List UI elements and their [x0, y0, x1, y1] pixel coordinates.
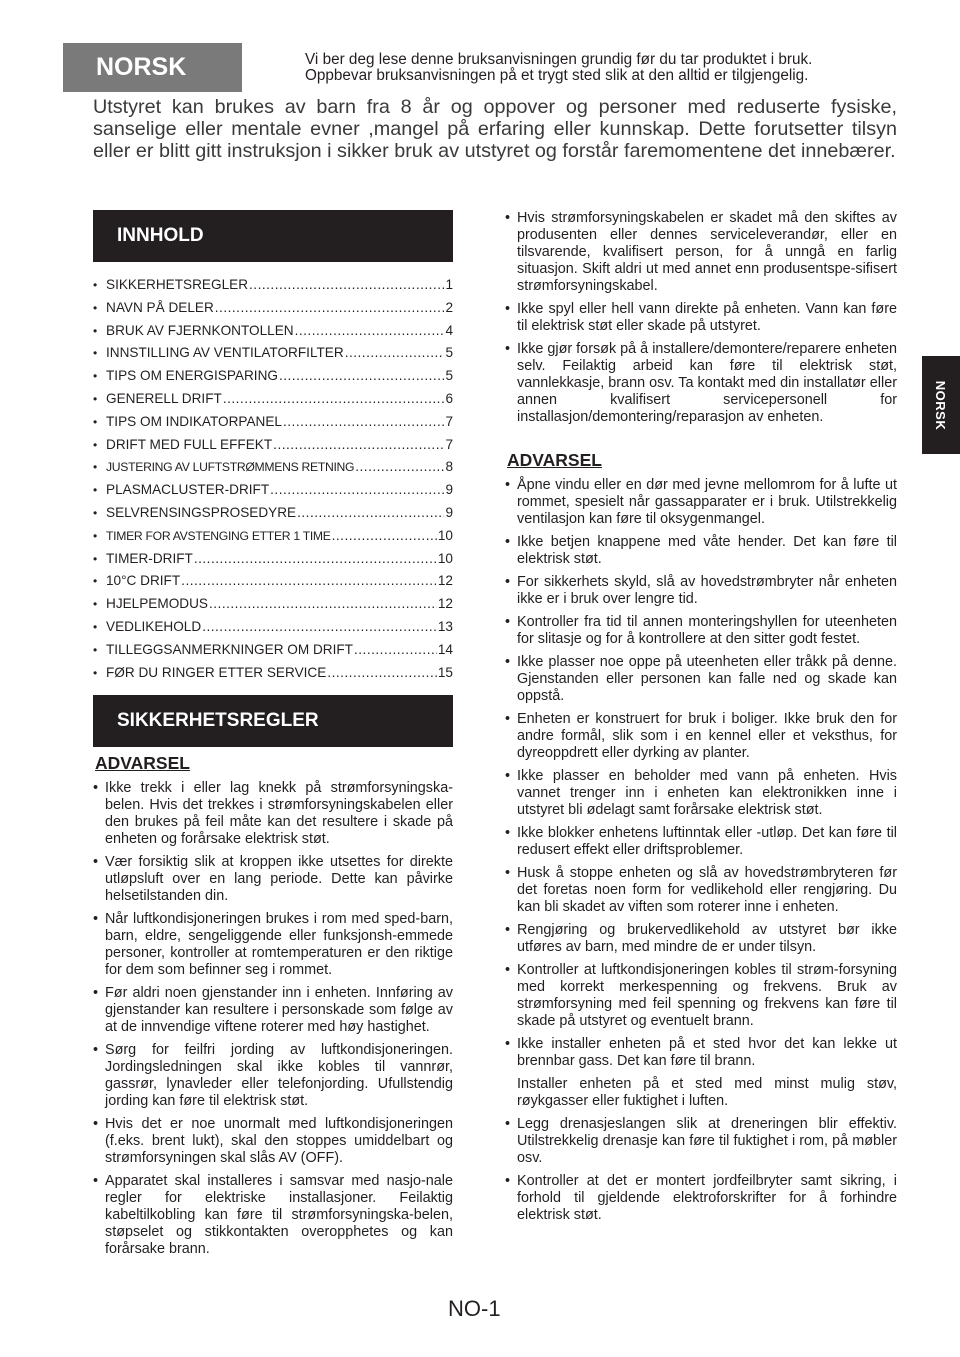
- side-tab-label: NORSK: [933, 380, 949, 430]
- bullet-item: • Ikke gjør forsøk på å installere/demontere/reparere enheten selv. Feilaktig arbeid kan føre til elektrisk støt, vannlekkasje, brann osv. Ta kontakt med din installatør eller annen kvalifisert servicepersonell for installasjon/demontering/reparasjon av enheten.: [505, 341, 897, 426]
- toc-item-label: • NAVN PÅ DELER: [106, 299, 214, 315]
- toc-item-page: 15: [437, 664, 453, 680]
- toc-item: [93, 639, 453, 662]
- bullet-item: • Kontroller fra tid til annen monteringshyllen for uteenheten for slitasje og for å kontrollere at den sitter godt festet.: [505, 614, 897, 648]
- toc-item-page: 5: [445, 345, 453, 361]
- toc-leader-dots: [297, 502, 444, 525]
- bullet-item: Installer enheten på et sted med minst mulig støv, røykgasser eller fuktighet i luften.: [517, 1076, 897, 1109]
- caution-list: [505, 477, 897, 1224]
- toc-item: [93, 662, 453, 685]
- safety-title: SIKKERHETSREGLER: [93, 695, 453, 747]
- toc-item-label: • TIPS OM INDIKATORPANEL: [106, 413, 282, 429]
- toc-leader-dots: [249, 274, 444, 297]
- toc-item: [93, 616, 453, 639]
- toc-item-page: 9: [445, 504, 453, 520]
- toc-leader-dots: [332, 525, 437, 548]
- toc-item: [93, 365, 453, 388]
- toc-leader-dots: [354, 639, 437, 662]
- right-column: [505, 210, 897, 1230]
- left-column: [93, 210, 453, 1264]
- toc-item-label: • TIPS OM ENERGISPARING: [106, 368, 278, 384]
- toc-leader-dots: [202, 616, 437, 639]
- toc-item: [93, 525, 453, 548]
- toc-item-label: • TIMER FOR AVSTENGING ETTER 1 TIME: [106, 528, 331, 543]
- toc-item-page: 6: [445, 390, 453, 406]
- toc-item-page: 1: [445, 277, 453, 292]
- toc-item: [93, 274, 453, 297]
- bullet-item: • Hvis det er noe unormalt med luftkondisjoneringen (f.eks. brent lukt), skal den stoppes umiddelbart og strømforsyningen skal slås AV (OFF).: [93, 1116, 453, 1167]
- caution-heading: ADVARSEL: [507, 450, 602, 470]
- intro-text: [305, 52, 925, 84]
- toc-item-page: 12: [437, 573, 453, 589]
- toc-item: [93, 320, 453, 343]
- toc-item-label: • 10°C DRIFT: [106, 573, 181, 589]
- toc-leader-dots: [279, 365, 444, 388]
- toc-leader-dots: [327, 662, 437, 685]
- toc-item-page: 14: [437, 641, 453, 657]
- toc-item: [93, 479, 453, 502]
- toc-item-page: 7: [445, 436, 453, 452]
- bullet-item: • For sikkerhets skyld, slå av hovedstrømbryter når enheten ikke er i bruk over lengre tid.: [505, 574, 897, 608]
- toc-item-label: • SIKKERHETSREGLER: [106, 277, 249, 292]
- toc-item-label: • INNSTILLING AV VENTILATORFILTER: [106, 345, 344, 361]
- bullet-item: • Hvis strømforsyningskabelen er skadet må den skiftes av produsenten eller dennes serviceleverandør, eller en tilsvarende, kvalifisert person, for å unngå en farlig situasjon. Skift aldri ut med annet enn produsentspe-sifisert strømforsyningskabel.: [505, 210, 897, 295]
- toc-item-label: • DRIFT MED FULL EFFEKT: [106, 436, 273, 452]
- toc-item: [93, 411, 453, 434]
- bullet-item: • Ikke blokker enhetens luftinntak eller -utløp. Det kan føre til redusert effekt eller driftsproblemer.: [505, 825, 897, 859]
- toc-item-label: • PLASMACLUSTER-DRIFT: [106, 482, 270, 498]
- bullet-item: • Enheten er konstruert for bruk i boliger. Ikke bruk den for andre formål, slik som i en kennel eller et veksthus, for dyreoppdrett eller dyrking av planter.: [505, 711, 897, 762]
- toc-item-page: 2: [445, 299, 453, 315]
- toc-item-label: • VEDLIKEHOLD: [106, 618, 202, 634]
- toc-item-label: • FØR DU RINGER ETTER SERVICE: [106, 664, 327, 680]
- toc-item-page: 7: [445, 413, 453, 429]
- toc-leader-dots: [283, 411, 444, 434]
- toc-item: [93, 434, 453, 457]
- toc-leader-dots: [194, 548, 437, 571]
- warning-list: [93, 780, 453, 1258]
- toc-item-page: 10: [437, 527, 453, 543]
- bullet-item: • Når luftkondisjoneringen brukes i rom med sped-barn, barn, eldre, sengeliggende eller funksjonsh-emmede personer, kontroller at romtemperaturen er den riktige for dem som befinner seg i rommet.: [93, 911, 453, 979]
- toc-leader-dots: [355, 456, 444, 479]
- bullet-item: • Ikke trekk i eller lag knekk på strømforsyningska-belen. Hvis det trekkes i strømforsyningskabelen eller den brukes på feil måte kan det resultere i skade på enheten og forårsake elektrisk støt.: [93, 780, 453, 848]
- toc-item-page: 9: [445, 482, 453, 498]
- toc-item: [93, 297, 453, 320]
- toc-item-label: • HJELPEMODUS: [106, 596, 208, 612]
- toc-leader-dots: [295, 320, 445, 343]
- toc-leader-dots: [215, 297, 445, 320]
- lead-paragraph: Utstyret kan brukes av barn fra 8 år og oppover og personer med reduserte fysiske, sanselige eller mentale evner ,mangel på erfaring eller kunnskap. Dette forutsetter tilsyn eller er blitt gitt instruksjon i sikker bruk av utstyret og forstår faremomentene det innebærer.: [93, 96, 897, 162]
- toc-item-page: 4: [445, 322, 453, 338]
- toc-item-label: • JUSTERING AV LUFTSTRØMMENS RETNING: [106, 460, 355, 475]
- bullet-item: • Legg drenasjeslangen slik at dreneringen blir effektiv. Utilstrekkelig drenasje kan føre til fuktighet i rom, på møbler osv.: [505, 1116, 897, 1167]
- toc-leader-dots: [345, 342, 445, 365]
- toc-item-label: • SELVRENSINGSPROSEDYRE: [106, 504, 297, 520]
- bullet-item: • Før aldri noen gjenstander inn i enheten. Innføring av gjenstander kan resultere i personskade som følge av at de innvendige viftene roterer med høy hastighet.: [93, 985, 453, 1036]
- language-label: NORSK: [63, 43, 242, 92]
- language-side-tab: [922, 356, 960, 454]
- bullet-item: • Åpne vindu eller en dør med jevne mellomrom for å lufte ut rommet, spesielt når gassapparater er i bruk. Utilstrekkelig ventilasjon kan føre til oksygenmangel.: [505, 477, 897, 528]
- toc-item-label: • TILLEGGSANMERKNINGER OM DRIFT: [106, 641, 353, 657]
- table-of-contents: [93, 274, 453, 684]
- contents-title: INNHOLD: [93, 210, 453, 262]
- bullet-item: • Ikke betjen knappene med våte hender. Det kan føre til elektrisk støt.: [505, 534, 897, 568]
- bullet-item: • Apparatet skal installeres i samsvar med nasjo-nale regler for elektriske installasjoner. Feilaktig kabeltilkobling kan føre til strømforsyningska-belen, støpselet og stikkontakten overopphetes og kan forårsake brann.: [93, 1173, 453, 1258]
- bullet-item: • Rengjøring og brukervedlikehold av utstyret bør ikke utføres av barn, med mindre de er under tilsyn.: [505, 922, 897, 956]
- bullet-item: • Kontroller at luftkondisjoneringen kobles til strøm-forsyning med korrekt merkespenning og frekvens. Bruk av strømforsyning med feil spenning og frekvens kan føre til skade på utstyret og eventuelt brann.: [505, 962, 897, 1030]
- bullet-item: • Ikke plasser noe oppe på uteenheten eller tråkk på denne. Gjenstanden eller personen kan falle ned og skade kan oppstå.: [505, 654, 897, 705]
- intro-line-2: Oppbevar bruksanvisningen på et trygt sted slik at den alltid er tilgjengelig.: [305, 67, 809, 84]
- toc-item-page: 8: [445, 459, 453, 475]
- intro-line-1: Vi ber deg lese denne bruksanvisningen grundig før du tar produktet i bruk.: [305, 51, 813, 68]
- bullet-item: • Ikke installer enheten på et sted hvor det kan lekke ut brennbar gass. Det kan føre til brann.: [505, 1036, 897, 1070]
- warning-heading: ADVARSEL: [95, 753, 190, 774]
- toc-leader-dots: [273, 434, 444, 457]
- bullet-item: • Sørg for feilfri jording av luftkondisjoneringen. Jordingsledningen skal ikke kobles til vannrør, gassrør, lynavleder eller telefonjording. Ufullstendig jording kan føre til elektrisk støt.: [93, 1042, 453, 1110]
- bullet-item: • Kontroller at det er montert jordfeilbryter samt sikring, i forhold til gjeldende elektroforskrifter for å forhindre elektrisk støt.: [505, 1173, 897, 1224]
- toc-item: [93, 593, 453, 616]
- toc-item: [93, 570, 453, 593]
- toc-item: [93, 342, 453, 365]
- bullet-item: • Husk å stoppe enheten og slå av hovedstrømbryteren før det foretas noen form for vedlikehold eller rengjøring. Du kan bli skadet av viften som roterer inne i enheten.: [505, 865, 897, 916]
- toc-item: [93, 502, 453, 525]
- toc-item: [93, 456, 453, 479]
- page-number: NO-1: [448, 1296, 501, 1321]
- toc-leader-dots: [181, 570, 437, 593]
- bullet-item: • Vær forsiktig slik at kroppen ikke utsettes for direkte utløpsluft over en lang periode. Dette kan påvirke helsetilstanden din.: [93, 854, 453, 905]
- toc-item-page: 13: [437, 618, 453, 634]
- bullet-item: • Ikke spyl eller hell vann direkte på enheten. Vann kan føre til elektrisk støt eller skade på utstyret.: [505, 301, 897, 335]
- toc-item: [93, 388, 453, 411]
- toc-leader-dots: [270, 479, 444, 502]
- toc-item-page: 5: [445, 368, 453, 384]
- toc-item-label: • TIMER-DRIFT: [106, 550, 193, 566]
- toc-item-label: • BRUK AV FJERNKONTOLLEN: [106, 322, 294, 338]
- toc-item: [93, 548, 453, 571]
- toc-item-page: 10: [437, 550, 453, 566]
- toc-item-label: • GENERELL DRIFT: [106, 390, 222, 406]
- toc-leader-dots: [209, 593, 437, 616]
- toc-leader-dots: [223, 388, 445, 411]
- toc-item-page: 12: [437, 596, 453, 612]
- warning-list-continued: [505, 210, 897, 426]
- bullet-item: • Ikke plasser en beholder med vann på enheten. Hvis vannet trenger inn i enheten kan elektronikken inne i utstyret bli ødelagt samt forårsake elektrisk støt.: [505, 768, 897, 819]
